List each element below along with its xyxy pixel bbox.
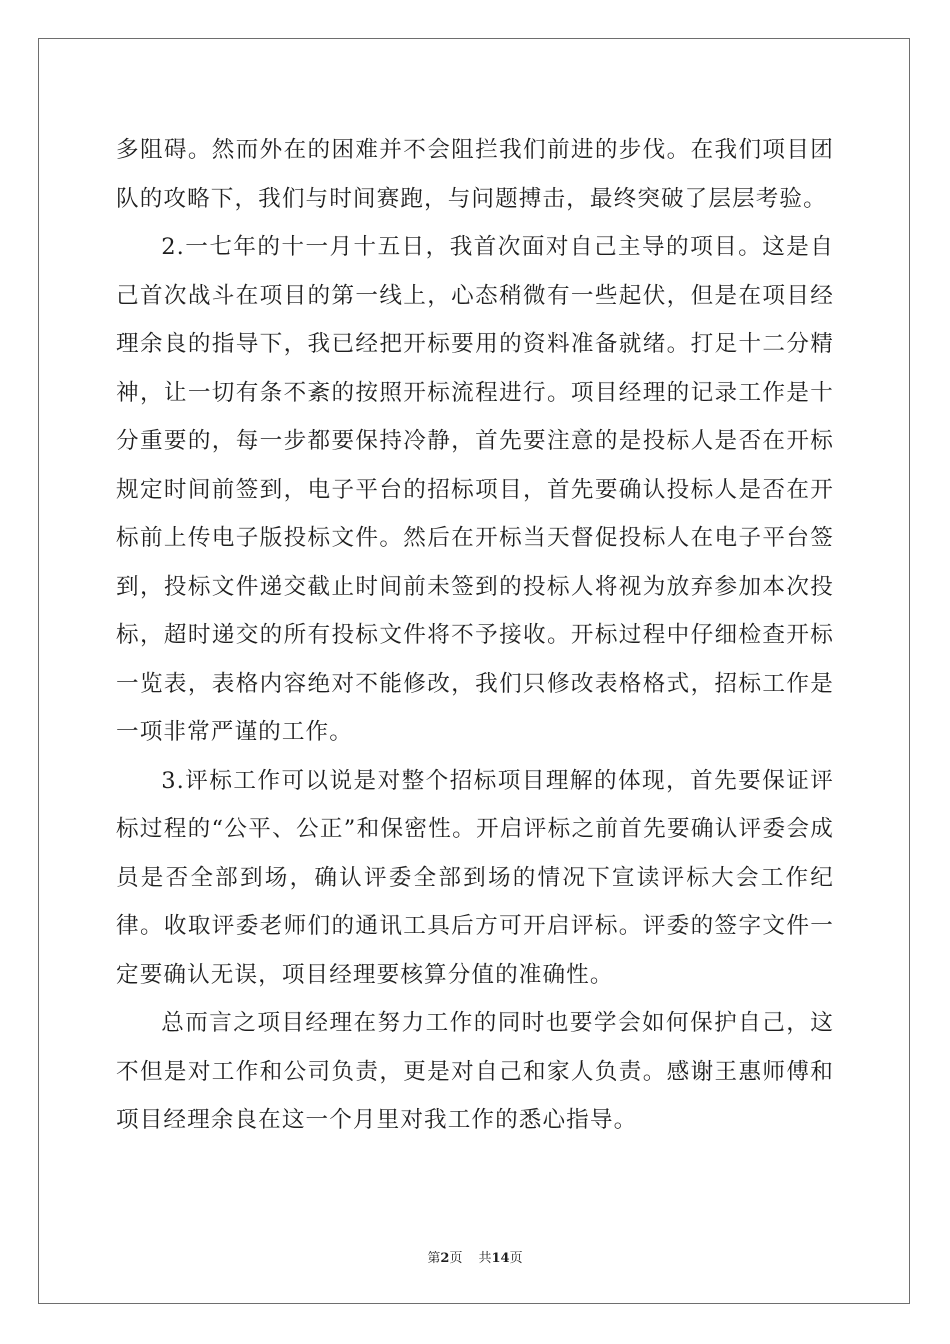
paragraph-1: 多阻碍。然而外在的困难并不会阻拦我们前进的步伐。在我们项目团队的攻略下，我们与时间赛跑，与问题搏击，最终突破了层层考验。 [116, 137, 834, 212]
document-body [116, 126, 834, 1145]
page-number: 2 [440, 1251, 450, 1266]
total-prefix: 共 [478, 1251, 492, 1266]
paragraph-2: 2.一七年的十一月十五日，我首次面对自己主导的项目。这是自己首次战斗在项目的第一线上，心态稍微有一些起伏，但是在项目经理余良的指导下，我已经把开标要用的资料准备就绪。打足十二分精神，让一切有条不紊的按照开标流程进行。项目经理的记录工作是十分重要的，每一步都要保持冷静，首先要注意的是投标人是否在开标规定时间前签到，电子平台的招标项目，首先要确认投标人是否在开标前上传电子版投标文件。然后在开标当天督促投标人在电子平台签到，投标文件递交截止时间前未签到的投标人将视为放弃参加本次投标，超时递交的所有投标文件将不予接收。开标过程中仔细检查开标一览表，表格内容绝对不能修改，我们只修改表格格式，招标工作是一项非常严谨的工作。 [116, 234, 834, 745]
paragraph-4: 总而言之项目经理在努力工作的同时也要学会如何保护自己，这不但是对工作和公司负责，更是对自己和家人负责。感谢王惠师傅和项目经理余良在这一个月里对我工作的悉心指导。 [116, 1010, 834, 1133]
page-suffix: 页 [449, 1251, 463, 1266]
total-pages: 14 [491, 1251, 510, 1266]
total-suffix: 页 [509, 1251, 523, 1266]
paragraph-3: 3.评标工作可以说是对整个招标项目理解的体现，首先要保证评标过程的“公平、公正”和保密性。开启评标之前首先要确认评委会成员是否全部到场，确认评委全部到场的情况下宣读评标大会工作纪律。收取评委老师们的通讯工具后方可开启评标。评委的签字文件一定要确认无误，项目经理要核算分值的准确性。 [116, 767, 834, 988]
page-footer [0, 1247, 950, 1266]
page-prefix: 第 [427, 1251, 441, 1266]
